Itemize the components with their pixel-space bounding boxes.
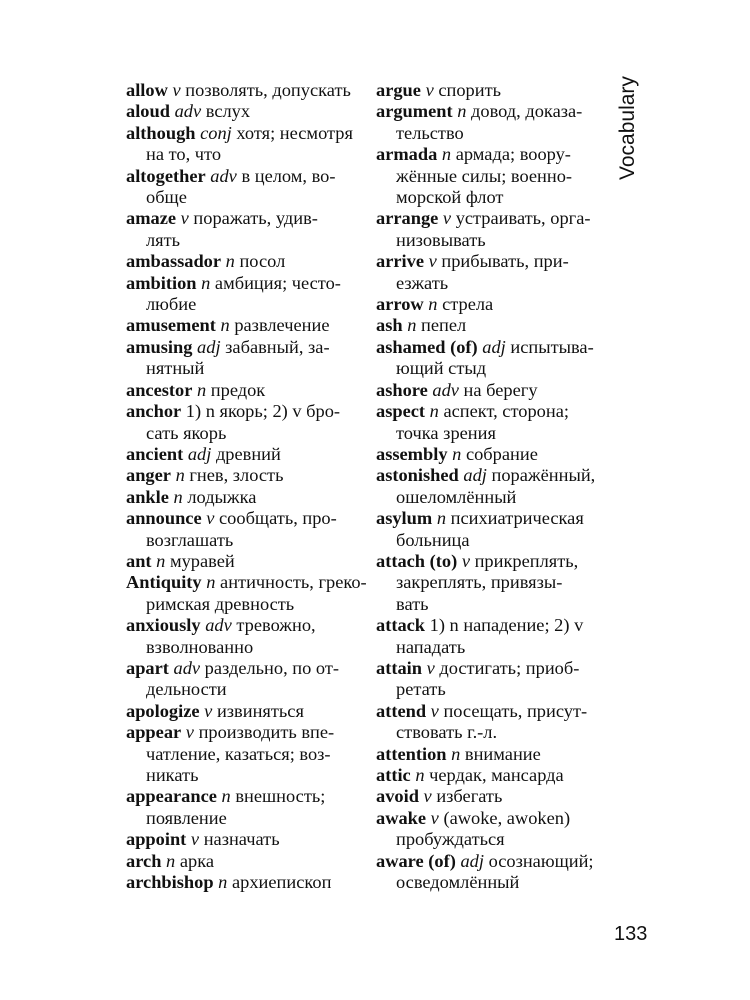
vocabulary-entry [126, 572, 367, 615]
entry-definition-text: вать [396, 593, 429, 614]
entry-continuation-line [126, 144, 352, 165]
entry-first-line [376, 101, 602, 122]
entry-definition-text: довод, доказа- [466, 101, 583, 122]
entry-definition-text: пепел [416, 315, 467, 336]
entry-headword: anchor [126, 401, 182, 422]
entry-headword: appear [126, 722, 182, 743]
entry-part-of-speech: n [441, 144, 452, 165]
vocabulary-entry [126, 251, 352, 272]
entry-headword: asylum [376, 508, 433, 529]
entry-definition-text: езжать [396, 272, 449, 293]
entry-definition-text: тельство [396, 122, 464, 143]
entry-first-line [376, 701, 602, 722]
entry-first-line [126, 273, 352, 294]
entry-first-line [376, 80, 602, 101]
entry-part-of-speech: n [428, 294, 438, 315]
vocabulary-entry [126, 829, 352, 850]
entry-headword: amaze [126, 208, 177, 229]
entry-part-of-speech: n [201, 272, 211, 293]
entry-continuation-line [376, 123, 602, 144]
entry-definition-text: древний [211, 443, 281, 464]
entry-part-of-speech: v [423, 786, 432, 807]
vocabulary-entry [126, 166, 352, 209]
entry-headword: anxiously [126, 615, 201, 636]
entry-definition-text: римская древность [146, 593, 295, 614]
entry-continuation-line [126, 230, 352, 251]
entry-definition-text: армада; воору- [451, 144, 571, 165]
vocabulary-entry [126, 465, 352, 486]
entry-part-of-speech: n [156, 550, 166, 571]
entry-first-line [126, 380, 352, 401]
vocabulary-entry [126, 551, 352, 572]
entry-first-line [126, 701, 352, 722]
entry-part-of-speech: n [429, 401, 439, 422]
entry-first-line [126, 166, 352, 187]
entry-definition-text: точка зрения [396, 422, 496, 443]
entry-definition-text: гнев, злость [184, 465, 284, 486]
entry-part-of-speech: v [426, 657, 435, 678]
entry-headword: although [126, 122, 196, 143]
entry-definition-text: сообщать, про- [214, 508, 337, 529]
entry-first-line [376, 551, 602, 572]
entry-definition-text: чердак, мансарда [424, 765, 564, 785]
entry-part-of-speech: v [430, 807, 439, 828]
entry-continuation-line [376, 679, 602, 700]
entry-definition-text: ретать [396, 679, 446, 700]
entry-first-line [126, 786, 352, 807]
vocabulary-entry [376, 658, 602, 701]
entry-headword: ash [376, 315, 403, 336]
entry-first-line [126, 251, 352, 272]
entry-first-line [376, 380, 602, 401]
entry-definition-text: пробуждаться [396, 829, 505, 850]
entry-continuation-line [126, 423, 352, 444]
entry-definition-text: обще [146, 187, 187, 208]
entry-first-line [376, 144, 602, 165]
entry-definition-text: античность, греко- [215, 572, 367, 593]
entry-headword: ankle [126, 486, 169, 507]
entry-continuation-line [126, 294, 352, 315]
entry-part-of-speech: adv [174, 101, 202, 122]
vocabulary-entry [376, 294, 602, 315]
entry-headword: anger [126, 465, 171, 486]
entry-first-line [126, 722, 352, 743]
vocabulary-entry [126, 615, 352, 658]
entry-definition-text: спорить [433, 80, 501, 100]
entry-part-of-speech: v [442, 208, 452, 229]
entry-definition-text: развлечение [229, 315, 330, 336]
entry-definition-text: поражать, удив- [188, 208, 318, 229]
entry-headword: appearance [126, 786, 217, 807]
entry-part-of-speech: n [457, 101, 467, 122]
entry-first-line [126, 829, 352, 850]
entry-definition-text: осознающий; [483, 850, 594, 871]
entry-first-line [376, 465, 602, 486]
entry-continuation-line [376, 872, 602, 893]
entry-headword: ashore [376, 379, 428, 400]
entry-first-line [126, 508, 352, 529]
entry-headword: argument [376, 101, 453, 122]
entry-definition-text: на берегу [458, 379, 538, 400]
entry-headword: archbishop [126, 872, 214, 893]
entry-headword: apologize [126, 700, 200, 721]
vocabulary-entry [376, 701, 602, 744]
entry-first-line [376, 615, 602, 636]
entry-first-line [126, 851, 352, 872]
entry-first-line [126, 101, 352, 122]
entry-headword: Antiquity [126, 572, 202, 593]
entry-part-of-speech: v [430, 700, 439, 721]
entry-continuation-line [126, 679, 352, 700]
entry-part-of-speech: adv [205, 615, 232, 636]
entry-part-of-speech: adj [463, 465, 487, 486]
entry-continuation-line [376, 829, 602, 850]
entry-part-of-speech: v [180, 208, 189, 229]
entry-headword: ancestor [126, 379, 193, 400]
entry-headword: aware (of) [376, 850, 456, 871]
entry-continuation-line [376, 572, 602, 593]
entry-part-of-speech: n [452, 443, 462, 464]
entry-definition-text: достигать; приоб- [434, 657, 580, 678]
entry-definition-text: вслух [201, 101, 251, 122]
entry-first-line [376, 251, 602, 272]
entry-part-of-speech: v [185, 722, 194, 743]
entry-headword: amusing [126, 336, 193, 357]
entry-headword: ancient [126, 443, 184, 464]
entry-first-line [376, 851, 602, 872]
vocabulary-entry [376, 551, 602, 615]
entry-part-of-speech: n [197, 379, 207, 400]
vocabulary-entry [376, 444, 602, 465]
entry-definition-text: архиепископ [227, 872, 332, 893]
entry-definition-text: низовывать [396, 229, 486, 250]
page-number: 133 [614, 923, 648, 945]
entry-continuation-line [376, 722, 602, 743]
entry-definition-text: ошеломлённый [396, 486, 517, 507]
entry-part-of-speech: v [190, 829, 200, 850]
entry-definition-text: сать якорь [146, 422, 227, 443]
entry-definition-text: тревожно, [231, 615, 316, 636]
entry-first-line [376, 315, 602, 336]
entry-first-line [376, 444, 602, 465]
entry-first-line [376, 808, 602, 829]
entry-part-of-speech: adj [482, 336, 506, 357]
entry-part-of-speech: adv [432, 379, 459, 400]
entry-first-line [376, 658, 602, 679]
vocabulary-entry [376, 144, 602, 208]
entry-part-of-speech: v [461, 550, 470, 571]
entry-first-line [376, 765, 602, 786]
entry-headword: arrange [376, 208, 439, 229]
entry-definition-text: закреплять, привязы- [396, 572, 563, 593]
entry-first-line [126, 337, 352, 358]
entry-definition-text: прибывать, при- [436, 251, 569, 272]
entry-part-of-speech: adj [197, 336, 221, 357]
entry-continuation-line [376, 530, 602, 551]
vocabulary-entry [126, 851, 352, 872]
entry-definition-text: назначать [199, 829, 280, 850]
entry-first-line [126, 487, 352, 508]
entry-first-line [376, 786, 602, 807]
entry-part-of-speech: n [436, 508, 447, 529]
entry-definition-text: никать [146, 765, 199, 785]
entry-continuation-line [126, 808, 352, 829]
entry-part-of-speech: n [218, 872, 228, 893]
vocabulary-entry [376, 851, 602, 894]
vocabulary-entry [376, 615, 602, 658]
side-title: Vocabulary [616, 76, 639, 180]
entry-continuation-line [376, 487, 602, 508]
entry-headword: argue [376, 80, 421, 100]
entry-headword: amusement [126, 315, 216, 336]
entry-part-of-speech: v [425, 80, 434, 100]
entry-headword: assembly [376, 443, 448, 464]
vocabulary-entry [376, 765, 602, 786]
entry-definition-text: жённые силы; военно- [396, 165, 573, 186]
entry-continuation-line [376, 187, 602, 208]
entry-definition-text: арка [175, 850, 215, 871]
entry-definition-text: избегать [431, 786, 503, 807]
entry-first-line [126, 315, 352, 336]
entry-definition-text: на то, что [146, 144, 222, 165]
entry-definition-text: внешность; [230, 786, 326, 807]
entry-definition-text: любие [146, 294, 197, 315]
entry-part-of-speech: v [172, 80, 181, 100]
entry-definition-text: извиняться [212, 700, 304, 721]
entry-definition-text: поражённый, [486, 465, 596, 486]
entry-headword: astonished [376, 465, 459, 486]
entry-first-line [126, 872, 352, 893]
entry-headword: appoint [126, 829, 187, 850]
entry-headword: attach (to) [376, 550, 458, 571]
entry-continuation-line [126, 594, 352, 615]
entry-headword: ant [126, 550, 152, 571]
entry-definition-text: морской флот [396, 187, 504, 208]
entry-headword: ambition [126, 272, 197, 293]
entry-first-line [376, 337, 602, 358]
entry-first-line [376, 401, 602, 422]
entry-headword: attack [376, 615, 426, 636]
entry-headword: apart [126, 657, 169, 678]
entry-continuation-line [126, 744, 352, 765]
entry-first-line [376, 294, 602, 315]
entry-continuation-line [126, 637, 352, 658]
vocabulary-entry [126, 315, 352, 336]
vocabulary-entry [126, 101, 352, 122]
entry-definition-text: нападать [396, 636, 466, 657]
entry-headword: allow [126, 80, 168, 100]
entry-definition-text: позволять, допускать [180, 80, 351, 100]
vocabulary-entry [126, 123, 352, 166]
entry-definition-text: собрание [461, 443, 538, 464]
entry-definition-text: испытыва- [505, 336, 594, 357]
vocabulary-entry [376, 101, 602, 144]
vocabulary-entry [376, 808, 602, 851]
entry-definition-text: взволнованно [146, 636, 254, 657]
entry-definition-text: появление [146, 807, 227, 828]
entry-part-of-speech: n [415, 765, 425, 785]
entry-definition-text: лодыжка [182, 486, 257, 507]
entry-definition-text: в целом, во- [236, 165, 336, 186]
entry-continuation-line [376, 273, 602, 294]
entry-definition-text: психиатрическая [446, 508, 584, 529]
entry-definition-text: ствовать г.-л. [396, 722, 498, 743]
vocabulary-entry [126, 80, 352, 101]
vocabulary-entry [126, 658, 352, 701]
entry-first-line [126, 80, 352, 101]
vocabulary-entry [376, 401, 602, 444]
entry-part-of-speech: n [175, 465, 185, 486]
entry-headword: ashamed (of) [376, 336, 478, 357]
vocabulary-column-left [126, 80, 367, 893]
entry-part-of-speech: adj [187, 443, 212, 464]
entry-part-of-speech: adv [210, 165, 237, 186]
vocabulary-entry [126, 273, 352, 316]
entry-part-of-speech: adv [173, 657, 201, 678]
entry-headword: arrow [376, 294, 424, 315]
entry-continuation-line [126, 358, 352, 379]
entry-headword: armada [376, 144, 438, 165]
entry-definition-text: предок [206, 379, 266, 400]
vocabulary-entry [126, 508, 352, 551]
vocabulary-entry [376, 80, 602, 101]
entry-definition-text: муравей [165, 550, 235, 571]
entry-first-line [376, 508, 602, 529]
vocabulary-entry [376, 251, 602, 294]
entry-headword: ambassador [126, 251, 222, 272]
vocabulary-entry [376, 337, 602, 380]
entry-headword: announce [126, 508, 202, 529]
entry-definition-text: ющий стыд [396, 358, 487, 379]
entry-headword: attic [376, 765, 411, 785]
entry-first-line [126, 658, 352, 679]
vocabulary-entry [126, 722, 352, 786]
entry-part-of-speech: n [407, 315, 417, 336]
entry-definition-text: аспект, сторона; [438, 401, 569, 422]
vocabulary-entry [376, 315, 602, 336]
entry-definition-text: осведомлённый [396, 872, 520, 893]
entry-headword: aloud [126, 101, 170, 122]
entry-headword: avoid [376, 786, 419, 807]
entry-part-of-speech: n [451, 743, 461, 764]
vocabulary-entry [126, 487, 352, 508]
vocabulary-entry [376, 744, 602, 765]
entry-part-of-speech: n [221, 786, 231, 807]
entry-definition-text: амбиция; често- [210, 272, 341, 293]
entry-first-line [126, 123, 352, 144]
entry-headword: aspect [376, 401, 426, 422]
entry-first-line [126, 572, 367, 593]
vocabulary-entry [376, 208, 602, 251]
entry-definition-text: устраивать, орга- [451, 208, 591, 229]
entry-first-line [126, 465, 352, 486]
entry-headword: altogether [126, 165, 206, 186]
entry-part-of-speech: v [204, 700, 213, 721]
vocabulary-entry [376, 380, 602, 401]
entry-first-line [126, 551, 352, 572]
entry-first-line [126, 401, 352, 422]
entry-definition-text: хотя; несмотря [231, 122, 353, 143]
entry-continuation-line [126, 530, 352, 551]
entry-first-line [376, 744, 602, 765]
entry-definition-text: нятный [146, 358, 205, 379]
entry-continuation-line [376, 166, 602, 187]
entry-definition-text: 1) n нападение; 2) v [425, 615, 584, 636]
entry-definition-text: забавный, за- [220, 336, 330, 357]
vocabulary-entry [376, 508, 602, 551]
vocabulary-entry [126, 208, 352, 251]
vocabulary-entry [376, 465, 602, 508]
entry-part-of-speech: n [206, 572, 216, 593]
vocabulary-entry [126, 337, 352, 380]
entry-first-line [126, 615, 352, 636]
entry-continuation-line [376, 358, 602, 379]
vocabulary-entry [126, 701, 352, 722]
entry-part-of-speech: n [166, 850, 176, 871]
vocabulary-entry [126, 401, 352, 444]
vocabulary-entry [376, 786, 602, 807]
entry-headword: attain [376, 657, 422, 678]
entry-definition-text: возглашать [146, 529, 234, 550]
entry-continuation-line [376, 637, 602, 658]
entry-part-of-speech: n [225, 251, 235, 272]
entry-continuation-line [376, 594, 602, 615]
entry-definition-text: производить впе- [193, 722, 335, 743]
entry-headword: awake [376, 807, 427, 828]
entry-headword: attend [376, 700, 427, 721]
entry-continuation-line [376, 230, 602, 251]
vocabulary-entry [126, 786, 352, 829]
entry-continuation-line [126, 187, 352, 208]
entry-first-line [376, 208, 602, 229]
entry-definition-text: посол [234, 251, 286, 272]
entry-part-of-speech: v [428, 251, 437, 272]
entry-definition-text: внимание [460, 743, 541, 764]
entry-headword: arrive [376, 251, 424, 272]
entry-first-line [126, 444, 352, 465]
vocabulary-entry [126, 872, 352, 893]
entry-continuation-line [126, 765, 352, 786]
entry-headword: attention [376, 743, 447, 764]
entry-part-of-speech: adj [460, 850, 484, 871]
entry-part-of-speech: n [220, 315, 230, 336]
entry-headword: arch [126, 850, 162, 871]
entry-definition-text: посещать, присут- [438, 700, 588, 721]
entry-definition-text: прикреплять, [469, 550, 579, 571]
entry-definition-text: (awoke, awoken) [438, 807, 571, 828]
entry-definition-text: лять [146, 229, 181, 250]
entry-definition-text: дельности [146, 679, 227, 700]
entry-part-of-speech: v [206, 508, 215, 529]
entry-definition-text: стрела [437, 294, 494, 315]
entry-part-of-speech: conj [200, 122, 232, 143]
vocabulary-column-right [376, 80, 602, 893]
entry-continuation-line [376, 423, 602, 444]
entry-definition-text: чатление, казаться; воз- [146, 743, 331, 764]
vocabulary-entry [126, 380, 352, 401]
entry-definition-text: раздельно, по от- [200, 657, 340, 678]
entry-part-of-speech: n [173, 486, 183, 507]
vocabulary-entry [126, 444, 352, 465]
entry-definition-text: 1) n якорь; 2) v бро- [181, 401, 341, 422]
entry-first-line [126, 208, 352, 229]
entry-definition-text: больница [396, 529, 470, 550]
